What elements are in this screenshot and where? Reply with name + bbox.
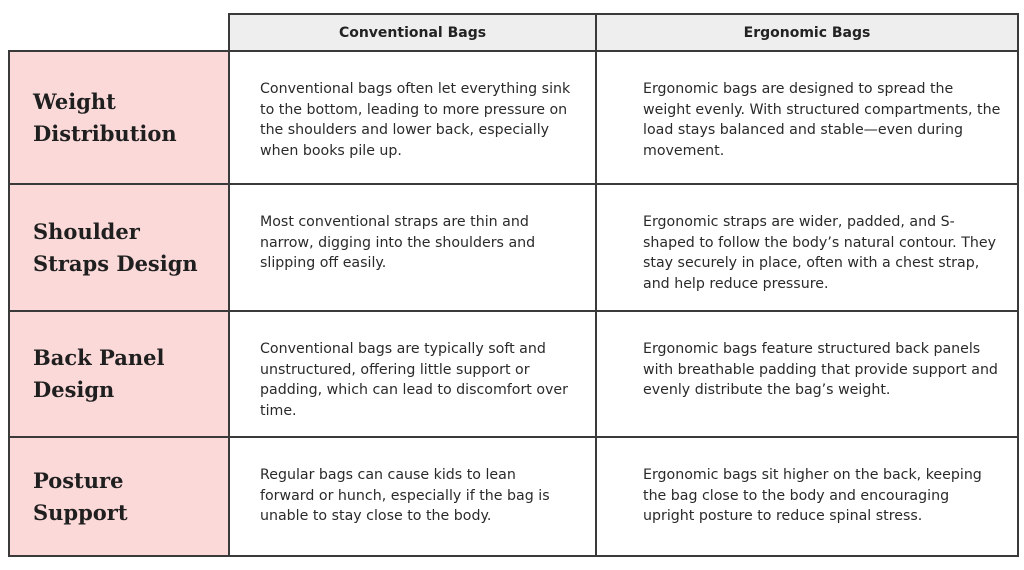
cell-ergonomic-shoulder-straps (595, 183, 1019, 312)
cell-conventional-back-panel (228, 310, 597, 438)
cell-text: Regular bags can cause kids to lean forward or hunch, especially if the bag is unable to stay close to the body. (260, 467, 550, 525)
column-header-conventional: Conventional Bags (228, 13, 597, 52)
cell-ergonomic-back-panel (595, 310, 1019, 438)
cell-text: Ergonomic bags are designed to spread the weight evenly. With structured compartments, the load stays balanced and stable—even during movement. (643, 81, 1001, 159)
row-label-text: Shoulder Straps Design (33, 218, 198, 276)
cell-text: Ergonomic bags feature structured back panels with breathable padding that provide support and evenly distribute the bag’s weight. (643, 341, 998, 399)
cell-text: Conventional bags are typically soft and unstructured, offering little support or padding, which can lead to discomfort over time. (260, 341, 568, 419)
row-label-back-panel-design (8, 310, 230, 438)
row-label-text: Back Panel Design (33, 345, 165, 402)
cell-conventional-weight-distribution (228, 50, 597, 185)
cell-ergonomic-posture-support (595, 436, 1019, 557)
row-label-shoulder-straps-design (8, 183, 230, 312)
row-label-text: Weight Distribution (33, 88, 177, 146)
cell-ergonomic-weight-distribution (595, 50, 1019, 185)
cell-conventional-shoulder-straps (228, 183, 597, 312)
cell-text: Ergonomic bags sit higher on the back, keeping the bag close to the body and encouraging upright posture to reduce spinal stress. (643, 467, 982, 525)
cell-text: Most conventional straps are thin and narrow, digging into the shoulders and slipping off easily. (260, 214, 536, 272)
column-header-ergonomic: Ergonomic Bags (595, 13, 1019, 52)
cell-text: Conventional bags often let everything sink to the bottom, leading to more pressure on the shoulders and lower back, especially when books pile up. (260, 81, 571, 159)
row-label-weight-distribution (8, 50, 230, 185)
row-label-text: Posture Support (33, 467, 128, 525)
cell-text: Ergonomic straps are wider, padded, and S-shaped to follow the body’s natural contour. They stay securely in place, often with a chest strap, and help reduce pressure. (643, 214, 996, 292)
cell-conventional-posture-support (228, 436, 597, 557)
row-label-posture-support (8, 436, 230, 557)
